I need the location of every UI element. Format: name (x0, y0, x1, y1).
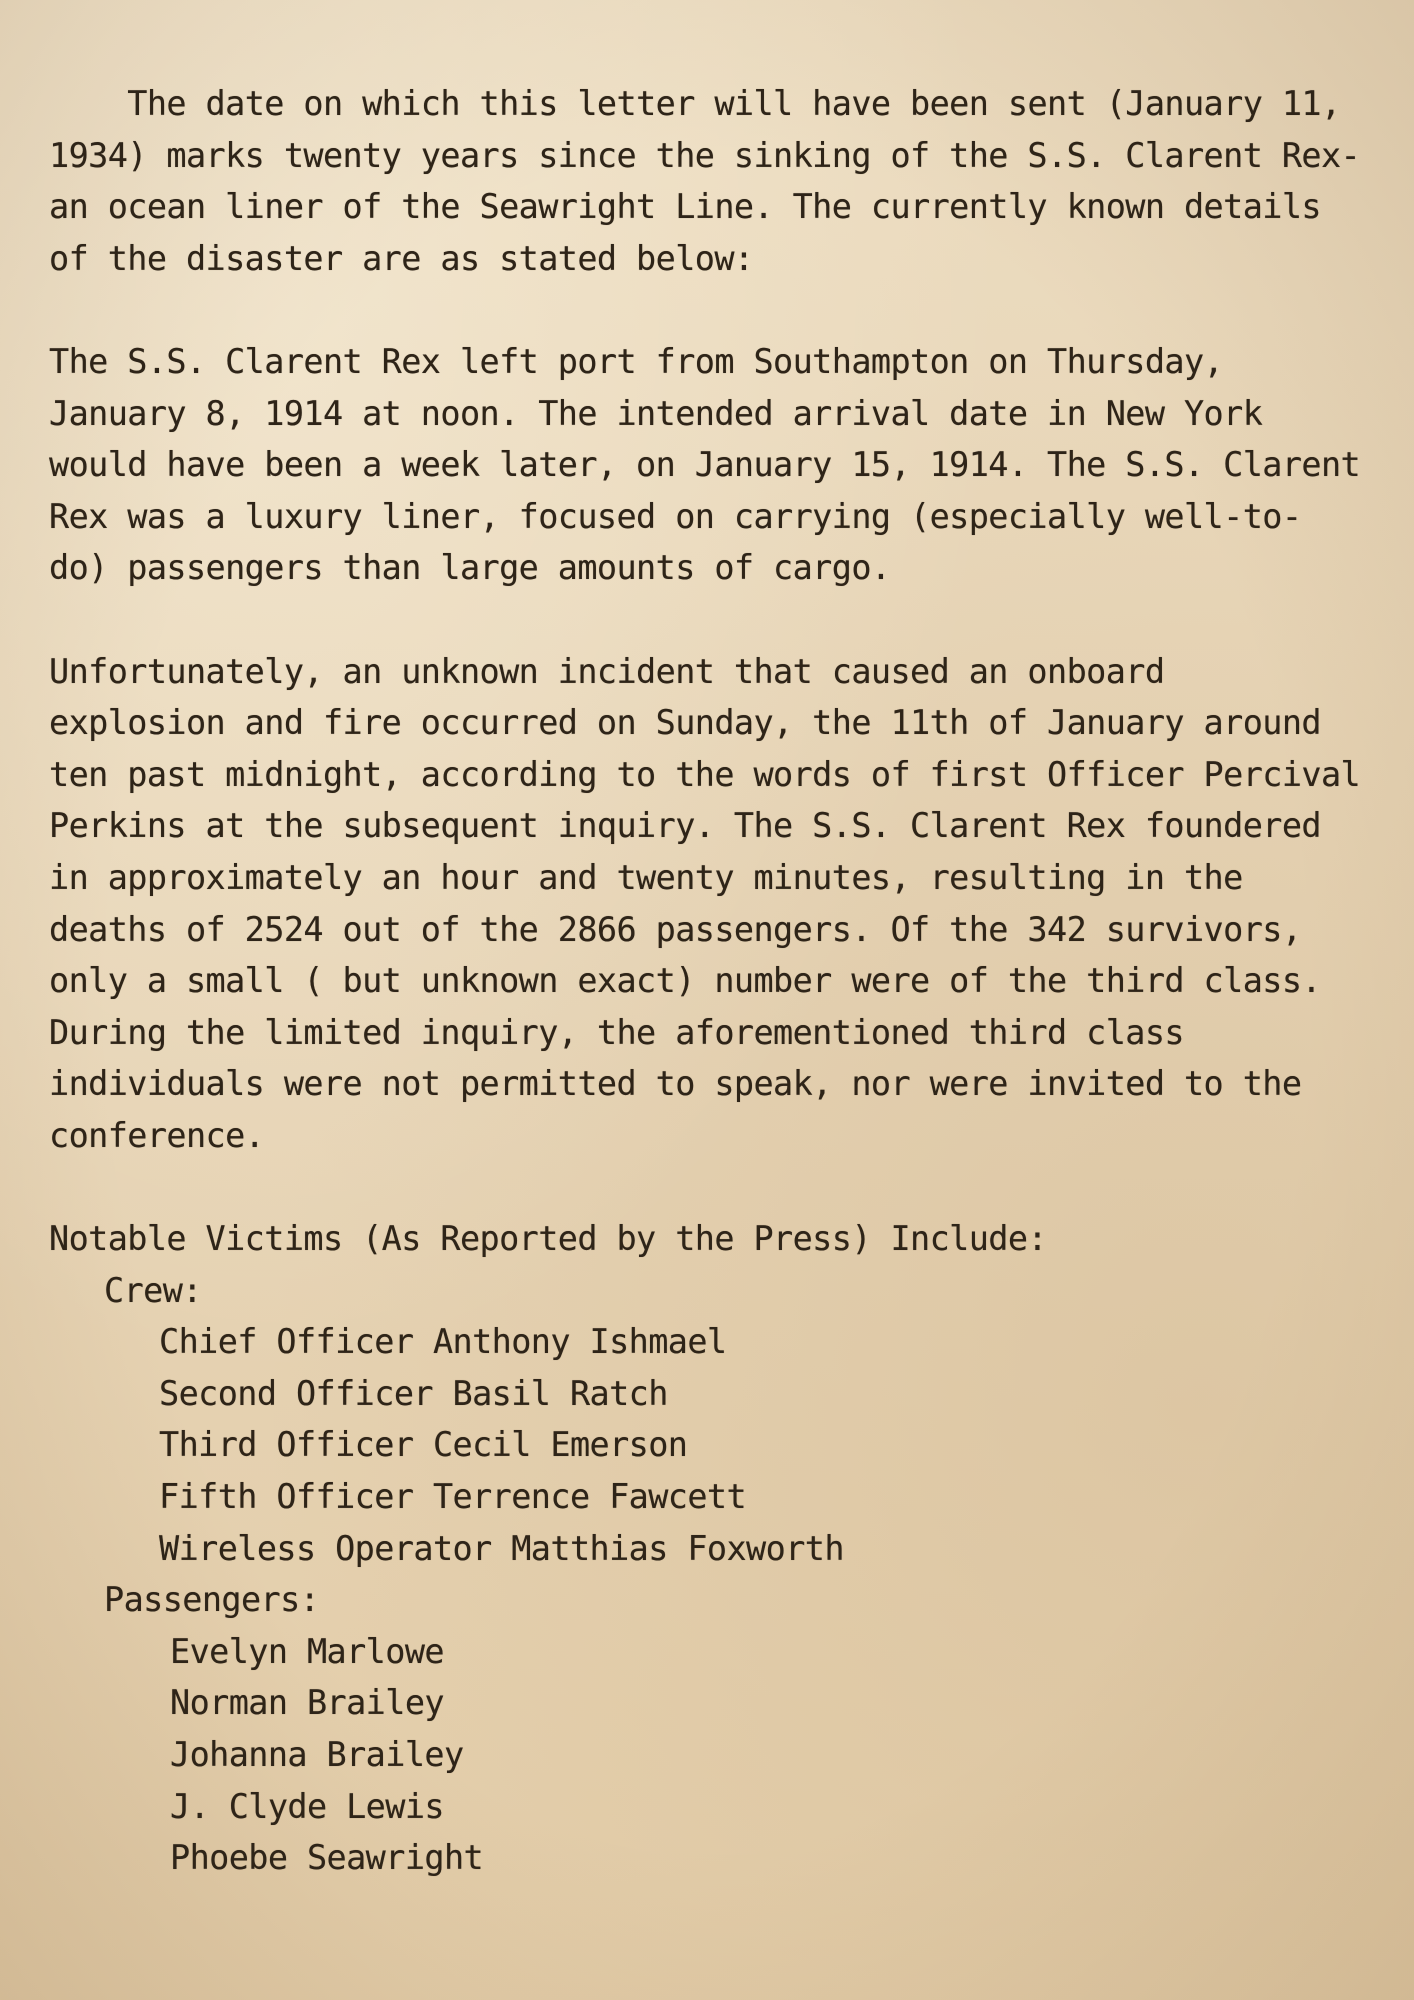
incident-paragraph: Unfortunately, an unknown incident that caused an onboard explosion and fire occurred on Sunday, the 11th of January around ten past midnight, according to the words of first Officer Percival Perkins at the subsequent inquiry. The S.S. Clarent Rex foundered in approximately an hour and twenty minutes, resulting in the deaths of 2524 out of the 2866 passengers. Of the 342 survivors, only a small ( but unknown exact) number were of the third class. During the limited inquiry, the aforementioned third class individuals were not permitted to speak, nor were invited to the conference. (49, 651, 1361, 1155)
crew-member: Wireless Operator Matthias Foxworth (159, 1528, 844, 1568)
passenger: Evelyn Marlowe (170, 1631, 444, 1671)
passenger: Phoebe Seawright (170, 1838, 484, 1878)
paragraph-spacer (49, 1161, 1374, 1213)
passenger: Johanna Brailey (170, 1735, 464, 1774)
crew-member: Third Officer Cecil Emerson (159, 1425, 688, 1465)
victims-heading: Notable Victims (As Reported by the Press) Include: (49, 1219, 1048, 1259)
passengers-list (49, 1626, 1374, 1884)
paragraph-spacer (49, 594, 1374, 646)
crew-member: Chief Officer Anthony Ishmael (159, 1322, 727, 1362)
crew-member: Fifth Officer Terrence Fawcett (159, 1477, 747, 1517)
passengers-label: Passengers: (104, 1580, 320, 1620)
passenger: Norman Brailey (170, 1683, 444, 1723)
intro-paragraph: The date on which this letter will have been sent (January 11, 1934) marks twenty years since the sinking of the S.S. Clarent Rex- an ocean liner of the Seawright Line. The currently known details of the disaster are as stated below: (49, 84, 1361, 278)
paragraph-spacer (49, 284, 1374, 336)
crew-member: Second Officer Basil Ratch (159, 1373, 668, 1413)
crew-label: Crew: (104, 1270, 202, 1310)
crew-list (49, 1316, 1374, 1574)
voyage-paragraph: The S.S. Clarent Rex left port from Southampton on Thursday, January 8, 1914 at noon. The intended arrival date in New York would have been a week later, on January 15, 1914. The S.S. Clarent Rex was a luxury liner, focused on carrying (especially well-to- do) passengers than large amounts of cargo. (49, 341, 1361, 588)
passenger: J. Clyde Lewis (170, 1786, 444, 1826)
